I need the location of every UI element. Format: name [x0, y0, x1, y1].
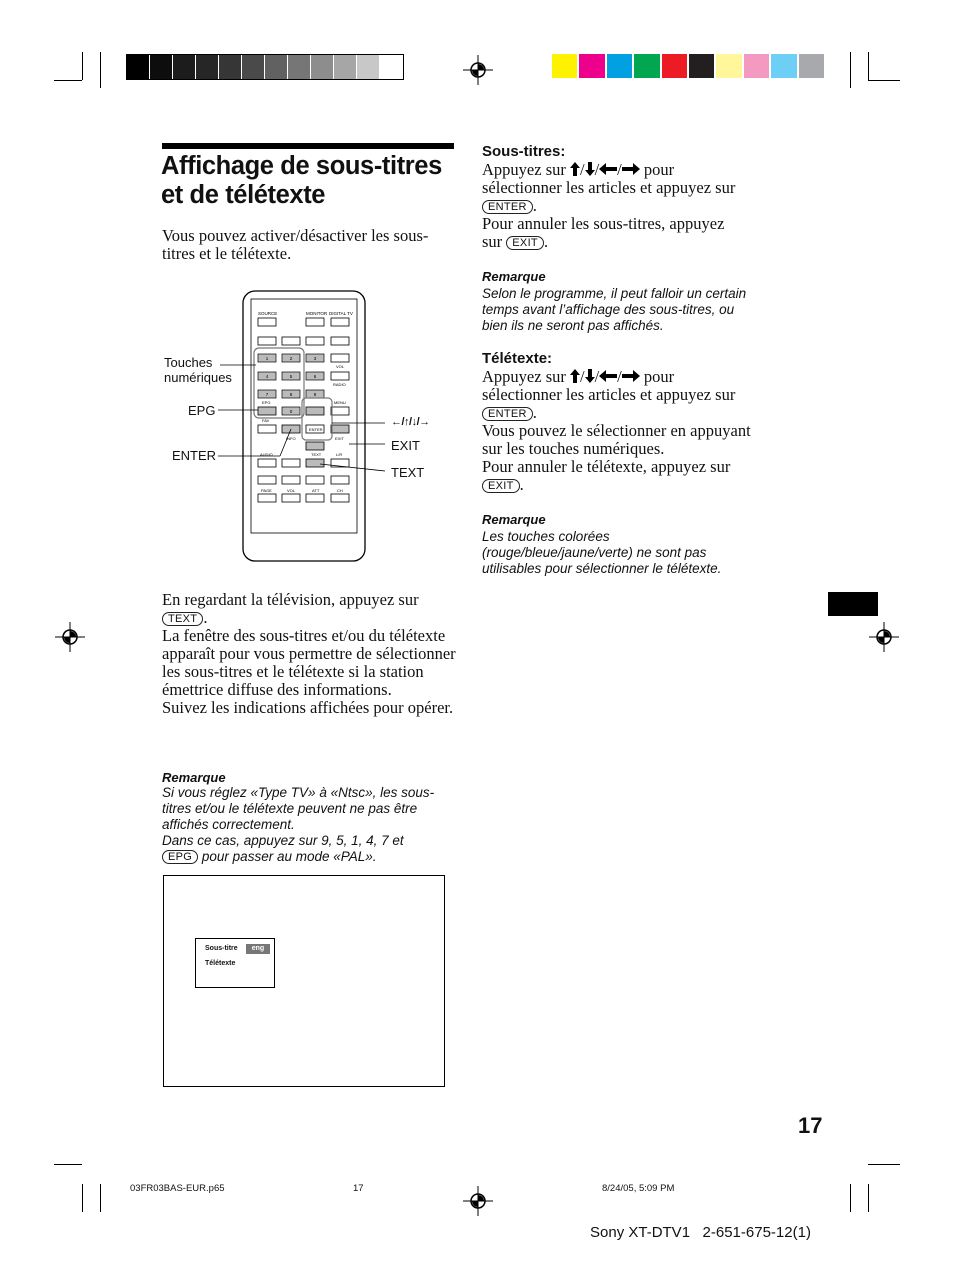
color-calibration-bar: [552, 54, 826, 78]
svg-text:VOL: VOL: [287, 488, 296, 493]
svg-text:5: 5: [289, 374, 293, 379]
teletexte-section: [482, 349, 772, 577]
color-swatch: [716, 54, 741, 78]
arrow-right-icon: [622, 370, 640, 382]
registration-mark-icon: [463, 55, 493, 85]
gray-swatch: [265, 55, 287, 79]
teletexte-line-2: sélectionner les articles et appuyez sur: [482, 385, 736, 404]
sous-titres-line-1: Appuyez sur / / / pour: [482, 160, 675, 179]
callout-arrows: ←/↑/↓/→: [391, 416, 430, 428]
footer-page: 17: [353, 1183, 364, 1194]
sous-titres-remark: Selon le programme, il peut falloir un certain temps avant l’affichage des sous-titres, ou bien ils ne seront pas affichés.: [482, 286, 747, 333]
color-swatch: [744, 54, 769, 78]
section-tab: [828, 592, 878, 616]
svg-text:4: 4: [265, 374, 269, 379]
epg-key: EPG: [162, 850, 198, 864]
gray-swatch: [219, 55, 241, 79]
svg-text:FAV: FAV: [262, 418, 270, 423]
svg-text:L/R: L/R: [336, 452, 343, 457]
arrow-left-icon: [599, 370, 617, 382]
remote-label-digital-tv: DIGITAL TV: [329, 311, 353, 316]
gray-swatch: [380, 55, 402, 79]
svg-text:0: 0: [289, 409, 293, 414]
svg-text:6: 6: [313, 374, 317, 379]
teletexte-remark-heading: Remarque: [482, 512, 546, 527]
teletexte-line-4: Pour annuler le télétexte, appuyez sur: [482, 457, 731, 476]
left-body-text: [162, 591, 458, 717]
sous-titres-enter-line: ENTER .: [482, 197, 772, 215]
paragraph-2: La fenêtre des sous-titres et/ou du télétexte apparaît pour vous permettre de sélectionner les sous-titres et le télétexte si la station émettrice diffuse des informations.: [162, 626, 456, 699]
page-title-line-2: et de télétexte: [161, 181, 326, 209]
gray-swatch: [127, 55, 149, 79]
svg-text:INFO: INFO: [286, 436, 296, 441]
color-swatch: [689, 54, 714, 78]
color-swatch: [634, 54, 659, 78]
color-swatch: [579, 54, 604, 78]
footer-date: 8/24/05, 5:09 PM: [602, 1183, 675, 1194]
svg-text:ENTER: ENTER: [309, 427, 323, 432]
svg-text:9: 9: [313, 392, 317, 397]
color-swatch: [662, 54, 687, 78]
exit-key: EXIT: [506, 236, 544, 250]
gray-swatch: [357, 55, 379, 79]
svg-text:ATT: ATT: [312, 488, 320, 493]
teletexte-exit-line: EXIT .: [482, 476, 772, 494]
intro-text: Vous pouvez activer/désactiver les sous-titres et le télétexte.: [162, 226, 429, 263]
remark-text-a: Si vous réglez «Type TV» à «Ntsc», les sous-titres et/ou le télétexte peuvent ne pas être affichés correctement.: [162, 785, 435, 832]
arrow-up-icon: [570, 369, 580, 383]
svg-text:7: 7: [265, 392, 269, 397]
gray-swatch: [196, 55, 218, 79]
svg-text:TEXT: TEXT: [311, 452, 322, 457]
svg-text:2: 2: [289, 356, 293, 361]
gray-swatch: [242, 55, 264, 79]
remote-label-monitor: MONITOR: [306, 311, 328, 316]
svg-text:RADIO: RADIO: [333, 382, 346, 387]
paragraph-3: Suivez les indications affichées pour opérer.: [162, 698, 454, 717]
color-swatch: [552, 54, 577, 78]
paragraph-1: En regardant la télévision, appuyez sur TEXT .: [162, 590, 419, 627]
arrow-right-icon: [622, 163, 640, 175]
callout-exit: EXIT: [391, 438, 420, 453]
page-title: [161, 152, 461, 210]
menu-row-teletexte: Télétexte: [205, 960, 236, 967]
callout-epg: EPG: [188, 403, 216, 418]
remote-label-source: SOURCE: [258, 311, 278, 316]
teletexte-line-3: Vous pouvez le sélectionner en appuyant sur les touches numériques.: [482, 421, 751, 458]
text-key: TEXT: [162, 612, 203, 626]
sous-titres-line-4: sur EXIT .: [482, 232, 549, 251]
remark-text-b: Dans ce cas, appuyez sur 9, 5, 1, 4, 7 et EPG pour passer au mode «PAL».: [162, 833, 404, 864]
registration-mark-icon: [463, 1186, 493, 1216]
registration-mark-icon: [55, 622, 85, 652]
arrow-down-icon: [585, 369, 595, 383]
teletexte-heading: Télétexte:: [482, 350, 553, 367]
svg-text:VOL: VOL: [336, 364, 345, 369]
footer-model: Sony XT-DTV1 2-651-675-12(1): [590, 1224, 811, 1241]
subtitle-menu: [195, 938, 275, 988]
svg-text:MENU: MENU: [334, 400, 346, 405]
svg-text:PAGE: PAGE: [261, 488, 272, 493]
gray-swatch: [334, 55, 356, 79]
remark-heading: Remarque: [162, 770, 226, 785]
gray-swatch: [288, 55, 310, 79]
teletexte-enter-line: ENTER .: [482, 404, 772, 422]
arrow-up-icon: [570, 162, 580, 176]
callout-touches-numeriques: Touches numériques: [164, 355, 232, 385]
footer-file: 03FR03BAS-EUR.p65: [130, 1183, 225, 1194]
title-rule: [162, 143, 454, 149]
teletexte-line-1: Appuyez sur / / / pour: [482, 367, 675, 386]
sous-titres-section: [482, 142, 772, 334]
left-remark: [162, 770, 452, 865]
enter-key: ENTER: [482, 407, 533, 421]
sous-titres-remark-heading: Remarque: [482, 269, 546, 284]
menu-value-eng: eng: [246, 944, 270, 954]
svg-text:EXIT: EXIT: [335, 436, 344, 441]
callout-text: TEXT: [391, 465, 425, 480]
color-swatch: [771, 54, 796, 78]
page-number: 17: [798, 1113, 823, 1138]
sous-titres-heading: Sous-titres:: [482, 143, 566, 160]
enter-key: ENTER: [482, 200, 533, 214]
svg-text:AUDIO: AUDIO: [260, 452, 273, 457]
gray-swatch: [311, 55, 333, 79]
teletexte-remark: Les touches colorées (rouge/bleue/jaune/verte) ne sont pas utilisables pour sélectionner le télétexte.: [482, 529, 722, 576]
svg-text:EPG: EPG: [262, 400, 271, 405]
svg-text:1: 1: [265, 356, 269, 361]
color-swatch: [607, 54, 632, 78]
gray-swatch: [150, 55, 172, 79]
svg-text:CH: CH: [337, 488, 343, 493]
exit-key: EXIT: [482, 479, 520, 493]
callout-enter: ENTER: [172, 448, 217, 463]
color-swatch: [799, 54, 824, 78]
sous-titres-line-2: sélectionner les articles et appuyez sur: [482, 178, 736, 197]
registration-mark-icon: [869, 622, 899, 652]
sous-titres-line-3: Pour annuler les sous-titres, appuyez: [482, 214, 725, 233]
svg-text:8: 8: [289, 392, 293, 397]
gray-swatch: [173, 55, 195, 79]
gray-calibration-bar: [126, 54, 404, 80]
menu-row-sous-titre: Sous-titre: [205, 945, 238, 952]
arrow-left-icon: [599, 163, 617, 175]
page-title-line-1: Affichage de sous-titres: [161, 152, 442, 180]
svg-text:3: 3: [313, 356, 317, 361]
arrow-down-icon: [585, 162, 595, 176]
